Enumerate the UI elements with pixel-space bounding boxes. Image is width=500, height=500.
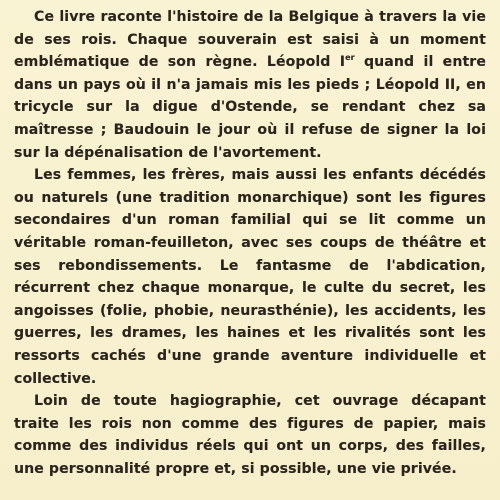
paragraph-1-text-b: quand il entre dans un pays où il n'a jamais mis les pieds ; Léopold II, en tricycle sur la digue d'Ostende, se rendant chez sa maîtresse ; Baudouin le jour où il refuse de signer la loi sur la dépénalisation de l'avortement. bbox=[14, 54, 486, 161]
paragraph-1-text-a: Ce livre raconte l'histoire de la Belgique à travers la vie de ses rois. Chaque souverain est saisi à un moment emblématique de son règne. Léopold I bbox=[14, 9, 486, 71]
paragraph-2: Les femmes, les frères, mais aussi les enfants décédés ou naturels (une tradition monarchique) sont les figures secondaires d'un roman familial qui se lit comme un véritable roman-feuilleton, avec ses coups de théâtre et ses rebondissements. Le fantasme de l'abdication, récurrent chez chaque monarque, le culte du secret, les angoisses (folie, phobie, neurasthénie), les accidents, les guerres, les drames, les haines et les rivalités sont les ressorts cachés d'une grande aventure individuelle et collective. bbox=[14, 167, 486, 387]
superscript-er: er bbox=[345, 53, 355, 63]
paragraph-3: Loin de toute hagiographie, cet ouvrage décapant traite les rois non comme des figures de papier, mais comme des individus réels qui ont un corps, des failles, une personnalité propre et, si possible, une vie privée. bbox=[14, 393, 486, 477]
paragraph-1 bbox=[14, 6, 486, 164]
